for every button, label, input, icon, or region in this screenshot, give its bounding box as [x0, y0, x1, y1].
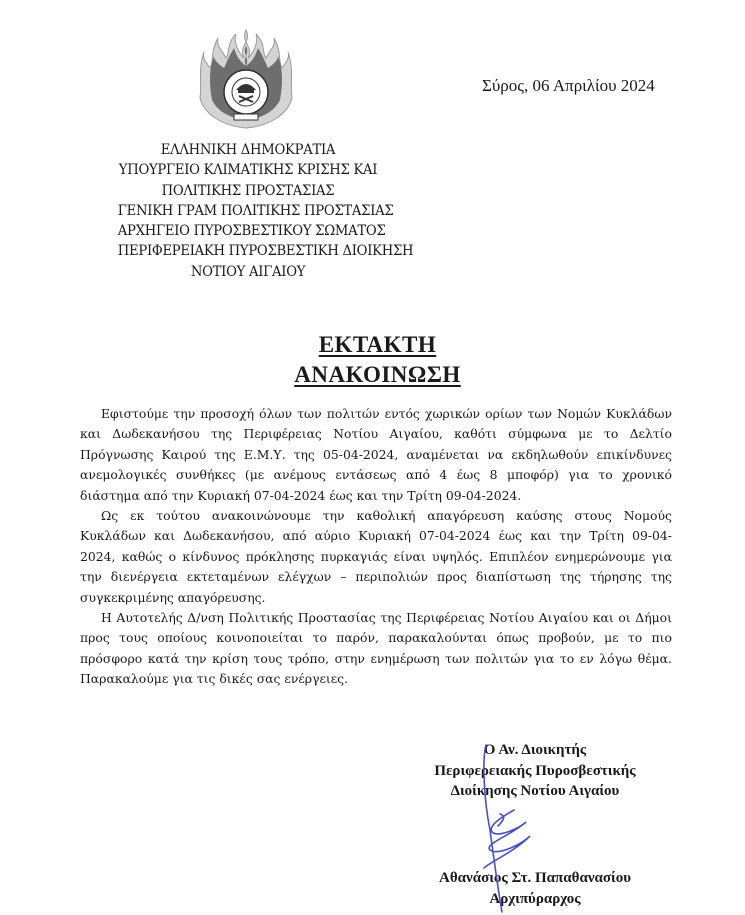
- authority-line: ΝΟΤΙΟΥ ΑΙΓΑΙΟΥ: [190, 263, 306, 280]
- authority-line: ΠΕΡΙΦΕΡΕΙΑΚΗ ΠΥΡΟΣΒΕΣΤΙΚΗ ΔΙΟΙΚΗΣΗ: [117, 243, 414, 260]
- text-line: Η Αυτοτελής Δ/νση Πολιτικής Προστασίας της Περιφέρειας Νοτίου Αιγαίου και οι Δήμοι: [101, 610, 672, 626]
- text-line: ανεμολογικές συνθήκες (με ανέμους εντάσεως από 4 έως 8 μποφόρ) για το χρονικό: [80, 467, 672, 483]
- text-line: πρόσφορο κατά την κρίση τους τρόπο, στην ενημέρωση των πολιτών για το εν λόγω θέμα.: [80, 650, 672, 666]
- text-line: προς τους οποίους κοινοποιείται το παρόν, παρακαλούνται όπως προβούν, με το πιο: [80, 630, 672, 646]
- authority-line: ΓΕΝΙΚΗ ΓΡΑΜ ΠΟΛΙΤΙΚΗΣ ΠΡΟΣΤΑΣΙΑΣ: [117, 202, 394, 219]
- announcement-body: [80, 404, 672, 690]
- text-line: διάστημα από την Κυριακή 07-04-2024 έως και την Τρίτη 09-04-2024.: [80, 487, 522, 503]
- paragraph: [80, 608, 672, 690]
- text-line: 2024, καθώς ο κίνδυνος πρόκλησης πυρκαγιάς είναι υψηλός. Επιπλέον ενημερώνουμε για: [80, 548, 672, 564]
- text-line: και Δωδεκανήσου της Περιφέρειας Νοτίου Αιγαίου, καθότι σύμφωνα με το Δελτίο: [80, 426, 672, 442]
- title-line: ΑΝΑΚΟΙΝΩΣΗ: [294, 362, 461, 387]
- paragraph: [80, 404, 672, 506]
- signatory-name: Αθανάσιος Στ. Παπαθανασίου: [439, 870, 631, 886]
- document-title: [270, 330, 485, 390]
- handwritten-signature-icon: [470, 740, 580, 915]
- text-line: Κυκλάδων και Δωδεκανήσου, από αύριο Κυριακή 07-04-2024 έως και την Τρίτη 09-04-: [80, 528, 672, 544]
- signatory-role-line: Περιφερειακής Πυροσβεστικής: [434, 762, 636, 779]
- text-line: Παρακαλούμε για τις δικές σας ενέργειες.: [80, 671, 349, 687]
- authority-line: ΕΛΛΗΝΙΚΗ ΔΗΜΟΚΡΑΤΙΑ: [160, 142, 336, 158]
- authority-line: ΥΠΟΥΡΓΕΙΟ ΚΛΙΜΑΤΙΚΗΣ ΚΡΙΣΗΣ ΚΑΙ: [118, 162, 378, 179]
- text-line: την διενέργεια εκτεταμένων ελέγχων – περιπολιών προς διαπίστωση της τήρησης της: [80, 569, 672, 585]
- text-line: συγκεκριμένης απαγόρευσης.: [80, 589, 266, 605]
- issuing-authority: [108, 140, 414, 282]
- text-line: Ως εκ τούτου ανακοινώνουμε την καθολική απαγόρευση καύσης στους Νομούς: [101, 508, 672, 524]
- title-line: ΕΚΤΑΚΤΗ: [318, 332, 437, 357]
- authority-line: ΑΡΧΗΓΕΙΟ ΠΥΡΟΣΒΕΣΤΙΚΟΥ ΣΩΜΑΤΟΣ: [117, 223, 386, 240]
- signatory-role-line: Διοίκησης Νοτίου Αιγαίου: [450, 783, 620, 799]
- authority-line: ΠΟΛΙΤΙΚΗΣ ΠΡΟΣΤΑΣΙΑΣ: [161, 182, 335, 199]
- fire-service-emblem-icon: [196, 28, 296, 132]
- signatory-role-line: Ο Αν. Διοικητής: [483, 742, 587, 758]
- signatory-rank: Αρχιπύραρχος: [489, 891, 581, 907]
- place-and-date: Σύρος, 06 Απριλίου 2024: [482, 76, 655, 95]
- text-line: Εφιστούμε την προσοχή όλων των πολιτών εντός χωρικών ορίων των Νομών Κυκλάδων: [101, 406, 672, 421]
- text-line: Πρόγνωσης Καιρού της Ε.Μ.Υ. της 05-04-2024, αναμένεται να εκδηλωθούν επικίνδυνες: [80, 446, 672, 462]
- paragraph: [80, 506, 672, 608]
